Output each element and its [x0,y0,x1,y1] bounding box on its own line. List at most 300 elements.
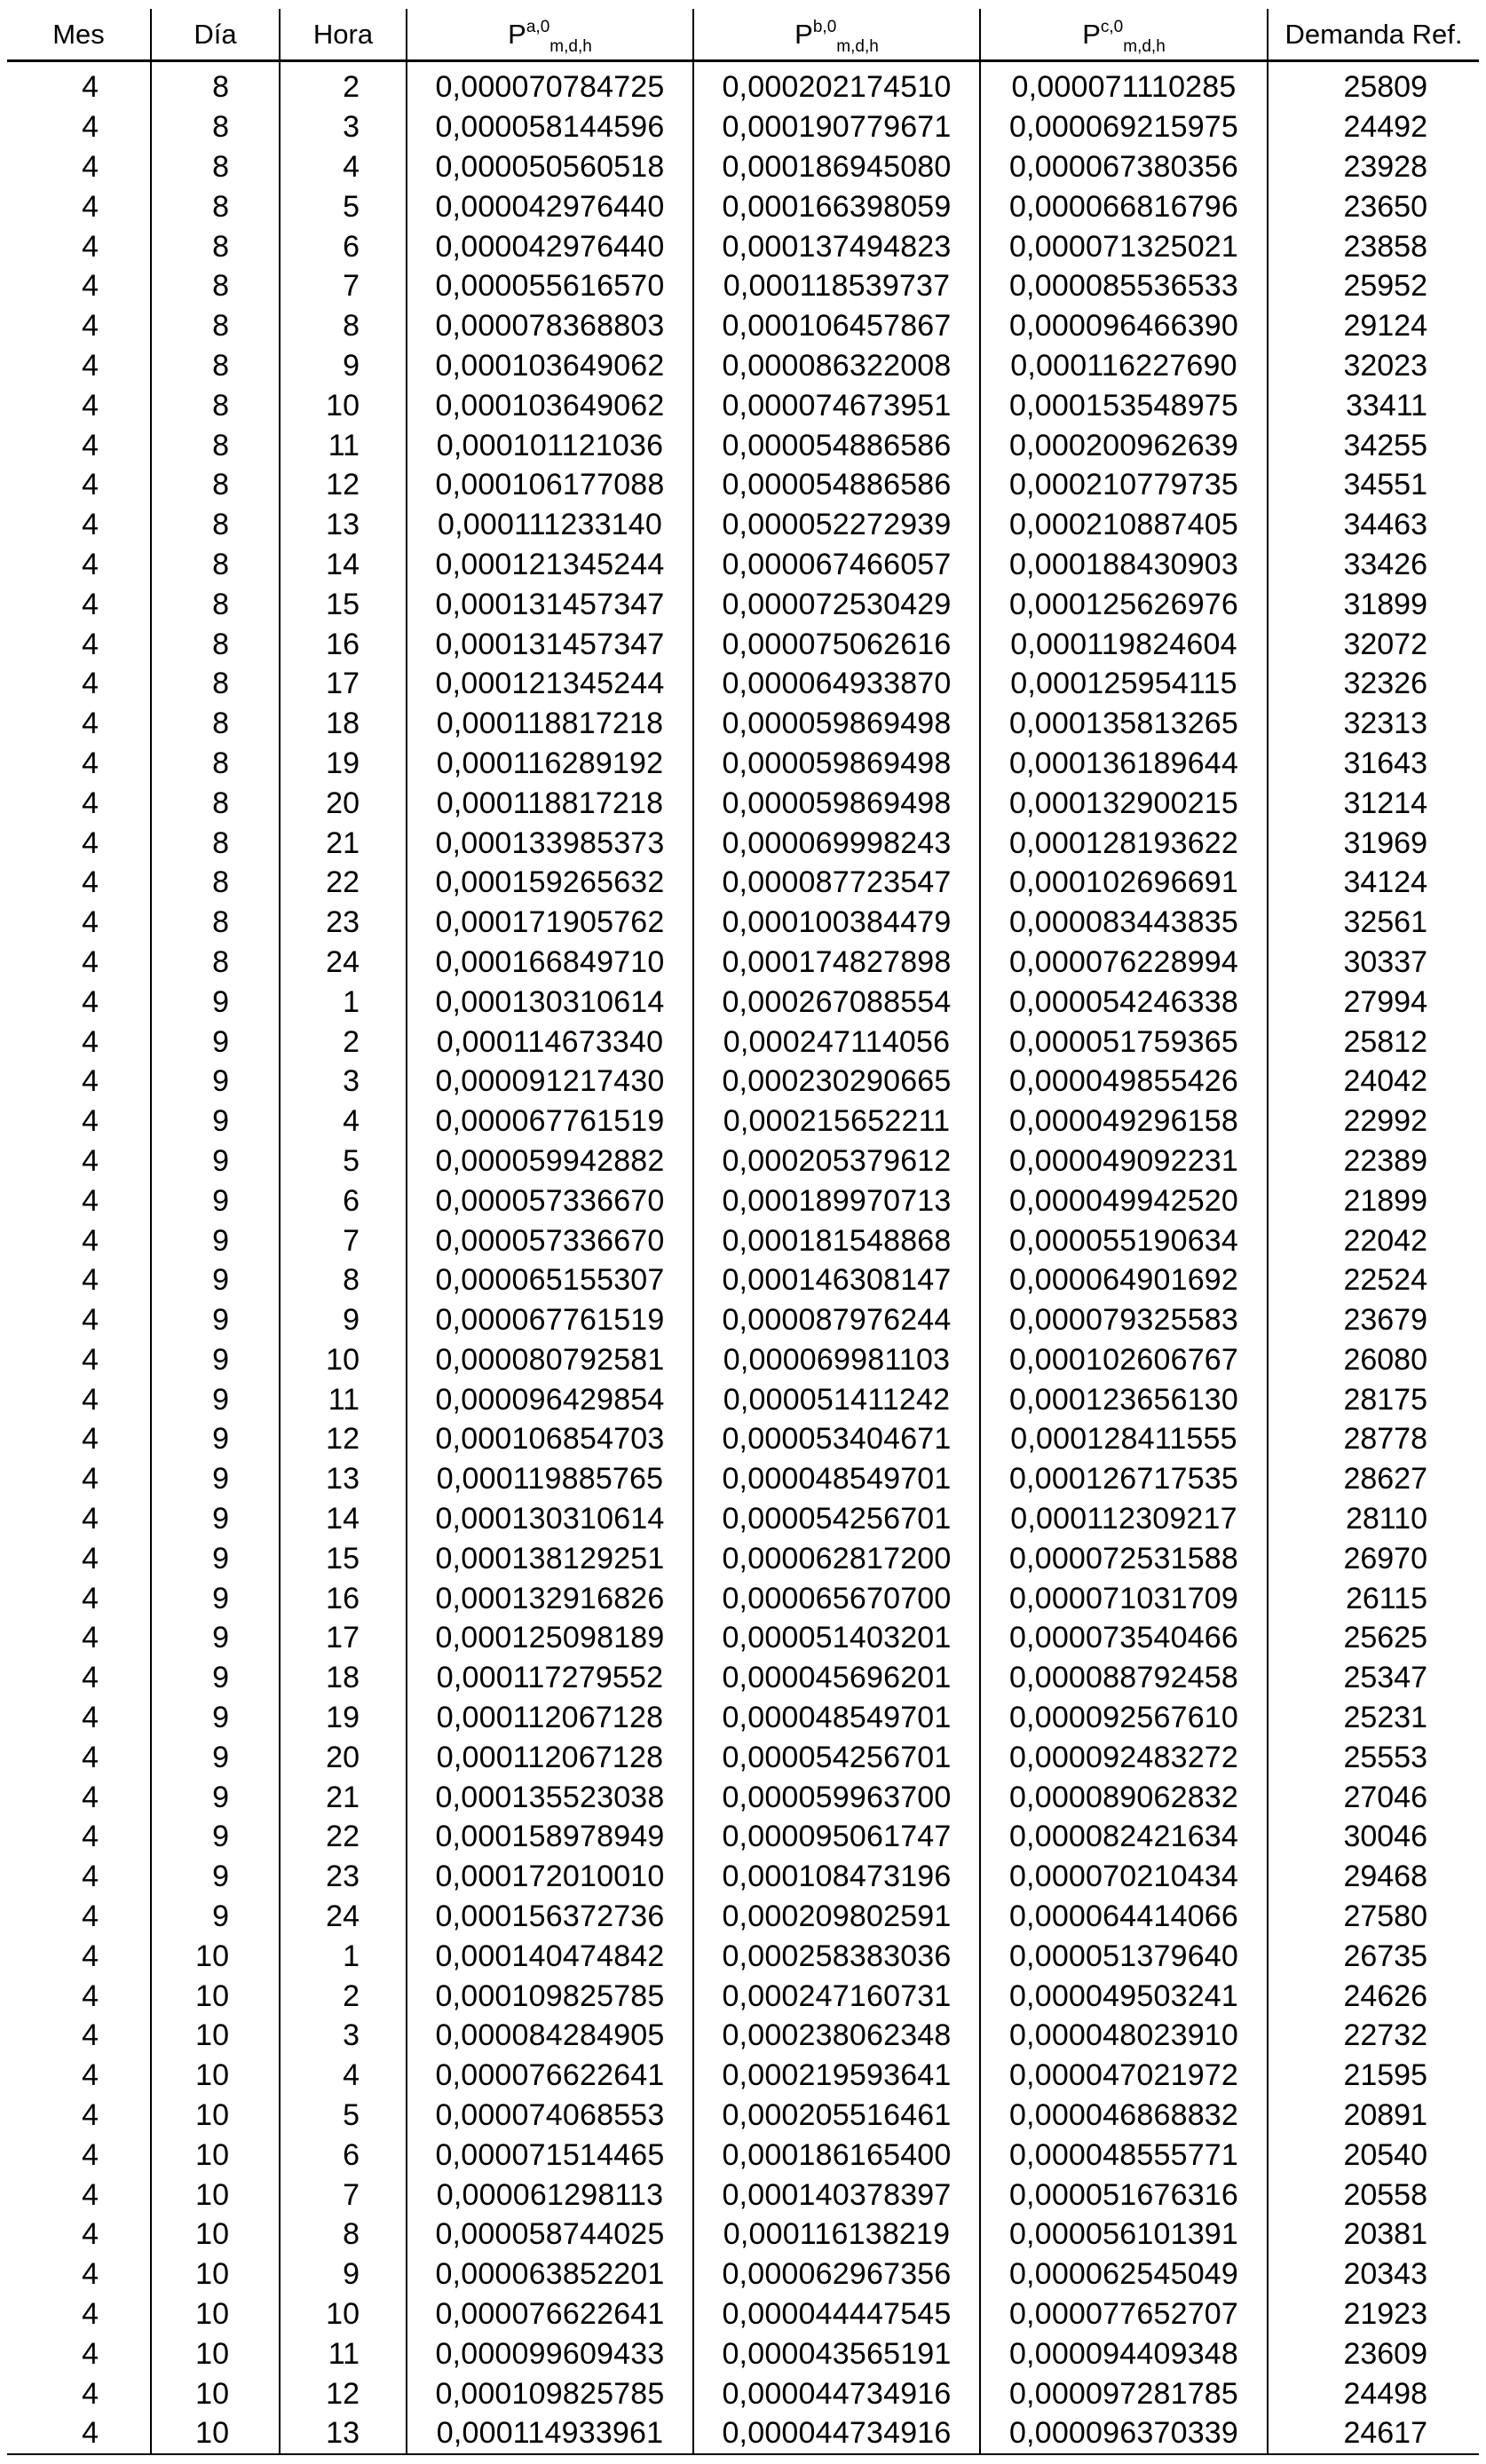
cell-hora: 14 [280,1499,407,1539]
cell-dia: 8 [151,306,280,346]
cell-hora: 12 [280,1419,407,1459]
cell-demanda: 22389 [1343,1143,1427,1178]
cell-pc: 0,000048023910 [980,2016,1268,2056]
cell-dia: 8 [151,425,280,465]
table-row [7,1102,1479,1141]
cell-pb: 0,000059869498 [693,744,980,784]
cell-mes: 4 [7,2175,151,2215]
cell-demanda: 34124 [1343,865,1427,900]
table-row [7,1538,1479,1578]
cell-dia: 8 [151,903,280,943]
cell-pb: 0,000247114056 [693,1022,980,1062]
cell-dia: 8 [151,943,280,983]
cell-dia: 8 [151,624,280,664]
cell-demanda: 31899 [1343,587,1427,621]
cell-demanda: 32023 [1343,348,1427,383]
cell-pb: 0,000059963700 [693,1777,980,1817]
table-row [7,2096,1479,2136]
cell-mes: 4 [7,2215,151,2255]
cell-pc: 0,000077652707 [980,2294,1268,2334]
cell-demanda: 23650 [1343,189,1427,224]
cell-pc: 0,000083443835 [980,903,1268,943]
cell-mes: 4 [7,2334,151,2373]
cell-pb: 0,000051403201 [693,1618,980,1658]
cell-demanda: 26735 [1343,1939,1427,1973]
table-row [7,226,1479,266]
cell-mes: 4 [7,1857,151,1897]
cell-pb: 0,000059869498 [693,704,980,744]
cell-pb: 0,000205379612 [693,1141,980,1181]
table-row [7,147,1479,187]
cell-pa: 0,000121345244 [407,664,693,704]
cell-mes: 4 [7,226,151,266]
cell-mes: 4 [7,2096,151,2136]
cell-mes: 4 [7,186,151,226]
cell-pa: 0,000135523038 [407,1777,693,1817]
cell-pa: 0,000065155307 [407,1260,693,1300]
cell-pb: 0,000051411242 [693,1379,980,1419]
cell-mes: 4 [7,2255,151,2294]
cell-pb: 0,000247160731 [693,1976,980,2016]
cell-pb: 0,000137494823 [693,226,980,266]
table-row [7,624,1479,664]
table-row [7,1658,1479,1698]
cell-hora: 21 [280,1777,407,1817]
cell-mes: 4 [7,505,151,545]
cell-hora: 16 [280,624,407,664]
cell-pc: 0,000051379640 [980,1936,1268,1976]
table-row [7,186,1479,226]
cell-pc: 0,000082421634 [980,1817,1268,1857]
cell-pa: 0,000067761519 [407,1102,693,1141]
cell-pc: 0,000062545049 [980,2255,1268,2294]
cell-pb: 0,000181548868 [693,1220,980,1260]
cell-pc: 0,000116227690 [980,346,1268,386]
cell-pa: 0,000071514465 [407,2135,693,2175]
cell-pa: 0,000061298113 [407,2175,693,2215]
cell-hora: 12 [280,465,407,505]
cell-pa: 0,000131457347 [407,624,693,664]
cell-hora: 9 [280,1300,407,1340]
cell-pc: 0,000153548975 [980,385,1268,425]
cell-pb: 0,000140378397 [693,2175,980,2215]
cell-pa: 0,000057336670 [407,1181,693,1220]
cell-pb: 0,000219593641 [693,2056,980,2096]
cell-pc: 0,000125626976 [980,584,1268,624]
table-row [7,1340,1479,1380]
header-row [7,9,1479,61]
cell-pc: 0,000135813265 [980,704,1268,744]
cell-demanda: 25812 [1343,1024,1427,1059]
cell-mes: 4 [7,1022,151,1062]
cell-dia: 8 [151,107,280,147]
cell-mes: 4 [7,744,151,784]
cell-pa: 0,000042976440 [407,186,693,226]
table-row [7,1379,1479,1419]
cell-mes: 4 [7,624,151,664]
table-row [7,1737,1479,1777]
cell-pa: 0,000117279552 [407,1658,693,1698]
cell-dia: 8 [151,704,280,744]
table-row [7,982,1479,1022]
cell-pa: 0,000076622641 [407,2056,693,2096]
table-row [7,903,1479,943]
table-row [7,584,1479,624]
table-row [7,1499,1479,1539]
cell-pb: 0,000106457867 [693,306,980,346]
cell-pa: 0,000091217430 [407,1062,693,1102]
cell-demanda: 20343 [1343,2257,1427,2292]
cell-dia: 9 [151,1220,280,1260]
cell-pa: 0,000099609433 [407,2334,693,2373]
cell-pc: 0,000096370339 [980,2413,1268,2454]
cell-pa: 0,000058144596 [407,107,693,147]
cell-pb: 0,000062967356 [693,2255,980,2294]
cell-mes: 4 [7,1102,151,1141]
cell-pc: 0,000069215975 [980,107,1268,147]
cell-pa: 0,000118817218 [407,704,693,744]
cell-pc: 0,000128411555 [980,1419,1268,1459]
cell-demanda: 28175 [1343,1382,1427,1417]
cell-pa: 0,000130310614 [407,982,693,1022]
cell-hora: 12 [280,2373,407,2413]
cell-pa: 0,000050560518 [407,147,693,187]
cell-hora: 17 [280,1618,407,1658]
header-pa-sub: m,d,h [549,37,592,56]
cell-mes: 4 [7,1300,151,1340]
cell-demanda: 24042 [1343,1064,1427,1099]
cell-hora: 7 [280,266,407,306]
cell-pb: 0,000108473196 [693,1857,980,1897]
cell-demanda: 27046 [1343,1780,1427,1814]
cell-pb: 0,000044734916 [693,2373,980,2413]
cell-pb: 0,000116138219 [693,2215,980,2255]
cell-demanda: 25809 [1343,70,1427,105]
table-row [7,1419,1479,1459]
cell-hora: 2 [280,1022,407,1062]
table-row [7,1698,1479,1738]
cell-demanda: 28627 [1343,1462,1427,1497]
cell-pa: 0,000042976440 [407,226,693,266]
cell-pc: 0,000126717535 [980,1459,1268,1499]
cell-pa: 0,000158978949 [407,1817,693,1857]
cell-pc: 0,000076228994 [980,943,1268,983]
cell-mes: 4 [7,783,151,823]
table-row [7,943,1479,983]
table-row [7,1300,1479,1340]
cell-dia: 8 [151,863,280,903]
cell-pb: 0,000186165400 [693,2135,980,2175]
table-row [7,306,1479,346]
cell-dia: 9 [151,1897,280,1937]
cell-demanda: 23858 [1343,229,1427,264]
cell-pb: 0,000174827898 [693,943,980,983]
cell-mes: 4 [7,425,151,465]
cell-pb: 0,000146308147 [693,1260,980,1300]
cell-pc: 0,000125954115 [980,664,1268,704]
cell-pb: 0,000062817200 [693,1538,980,1578]
cell-mes: 4 [7,903,151,943]
cell-demanda: 25952 [1343,269,1427,304]
cell-pa: 0,000080792581 [407,1340,693,1380]
cell-pc: 0,000132900215 [980,783,1268,823]
table-row [7,2294,1479,2334]
cell-hora: 8 [280,306,407,346]
cell-dia: 10 [151,2413,280,2454]
cell-pa: 0,000131457347 [407,584,693,624]
cell-pb: 0,000202174510 [693,61,980,107]
cell-dia: 9 [151,1379,280,1419]
cell-hora: 19 [280,744,407,784]
cell-dia: 9 [151,1578,280,1618]
cell-dia: 9 [151,1141,280,1181]
cell-dia: 10 [151,2056,280,2096]
cell-hora: 10 [280,1340,407,1380]
cell-pa: 0,000096429854 [407,1379,693,1419]
cell-pb: 0,000043565191 [693,2334,980,2373]
cell-demanda: 32561 [1343,905,1427,940]
cell-pb: 0,000209802591 [693,1897,980,1937]
cell-demanda: 31969 [1343,825,1427,860]
table-row [7,266,1479,306]
cell-hora: 5 [280,186,407,226]
table-row [7,385,1479,425]
cell-dia: 9 [151,1499,280,1539]
cell-hora: 19 [280,1698,407,1738]
cell-pa: 0,000130310614 [407,1499,693,1539]
cell-pa: 0,000116289192 [407,744,693,784]
table-row [7,2334,1479,2373]
cell-pc: 0,000119824604 [980,624,1268,664]
cell-demanda: 23679 [1343,1303,1427,1338]
cell-pc: 0,000049855426 [980,1062,1268,1102]
cell-mes: 4 [7,1658,151,1698]
cell-mes: 4 [7,1181,151,1220]
table-row [7,744,1479,784]
cell-dia: 8 [151,545,280,585]
cell-pb: 0,000190779671 [693,107,980,147]
cell-hora: 18 [280,1658,407,1698]
cell-pb: 0,000054886586 [693,465,980,505]
table-row [7,664,1479,704]
cell-pc: 0,000092567610 [980,1698,1268,1738]
cell-dia: 8 [151,346,280,386]
cell-hora: 11 [280,2334,407,2373]
cell-pb: 0,000215652211 [693,1102,980,1141]
cell-pa: 0,000106854703 [407,1419,693,1459]
table-row [7,1817,1479,1857]
cell-hora: 21 [280,823,407,863]
cell-pc: 0,000051759365 [980,1022,1268,1062]
cell-demanda: 32326 [1343,667,1427,701]
cell-hora: 7 [280,1220,407,1260]
cell-hora: 4 [280,1102,407,1141]
cell-demanda: 24626 [1343,1978,1427,2013]
cell-mes: 4 [7,1220,151,1260]
cell-demanda: 28110 [1345,1502,1427,1536]
cell-pb: 0,000044447545 [693,2294,980,2334]
cell-pb: 0,000048549701 [693,1698,980,1738]
cell-dia: 9 [151,1658,280,1698]
cell-pa: 0,000074068553 [407,2096,693,2136]
cell-hora: 4 [280,147,407,187]
cell-demanda: 20891 [1343,2098,1427,2133]
table-row [7,1181,1479,1220]
cell-hora: 20 [280,783,407,823]
cell-pc: 0,000210887405 [980,505,1268,545]
cell-pa: 0,000138129251 [407,1538,693,1578]
cell-demanda: 26970 [1343,1541,1427,1576]
cell-dia: 10 [151,2175,280,2215]
cell-demanda: 24617 [1268,2413,1479,2454]
table-row [7,1618,1479,1658]
cell-pc: 0,000096466390 [980,306,1268,346]
cell-hora: 3 [280,107,407,147]
cell-pa: 0,000132916826 [407,1578,693,1618]
cell-dia: 9 [151,1857,280,1897]
cell-pc: 0,000049503241 [980,1976,1268,2016]
cell-pa: 0,000114673340 [407,1022,693,1062]
cell-pc: 0,000070210434 [980,1857,1268,1897]
cell-pb: 0,000052272939 [693,505,980,545]
cell-hora: 4 [280,2056,407,2096]
cell-hora: 11 [280,425,407,465]
cell-hora: 2 [280,1976,407,2016]
cell-hora: 13 [280,505,407,545]
cell-pa: 0,000114933961 [407,2413,693,2454]
cell-mes: 4 [7,1777,151,1817]
cell-dia: 9 [151,982,280,1022]
cell-pb: 0,000069998243 [693,823,980,863]
cell-dia: 10 [151,2373,280,2413]
cell-dia: 10 [151,2135,280,2175]
cell-hora: 8 [280,1260,407,1300]
cell-hora: 10 [280,2294,407,2334]
cell-pc: 0,000056101391 [980,2215,1268,2255]
header-pc [980,9,1268,61]
cell-dia: 9 [151,1538,280,1578]
cell-pb: 0,000067466057 [693,545,980,585]
table-row [7,545,1479,585]
cell-pb: 0,000044734916 [693,2413,980,2454]
table-row [7,704,1479,744]
cell-dia: 9 [151,1419,280,1459]
cell-pc: 0,000064901692 [980,1260,1268,1300]
cell-mes: 4 [7,266,151,306]
cell-pc: 0,000123656130 [980,1379,1268,1419]
cell-dia: 9 [151,1459,280,1499]
cell-pb: 0,000095061747 [693,1817,980,1857]
table-row [7,1857,1479,1897]
table-row [7,107,1479,147]
cell-mes: 4 [7,943,151,983]
cell-pc: 0,000188430903 [980,545,1268,585]
cell-pa: 0,000140474842 [407,1936,693,1976]
cell-demanda: 29124 [1343,309,1427,344]
cell-pa: 0,000084284905 [407,2016,693,2056]
cell-pb: 0,000045696201 [693,1658,980,1698]
cell-pa: 0,000125098189 [407,1618,693,1658]
cell-mes: 4 [7,1936,151,1976]
header-pc-sup: c,0 [1100,18,1124,36]
cell-pc: 0,000071325021 [980,226,1268,266]
cell-pc: 0,000049092231 [980,1141,1268,1181]
cell-pb: 0,000186945080 [693,147,980,187]
header-pb-sup: b,0 [812,18,837,36]
cell-hora: 9 [280,346,407,386]
cell-hora: 6 [280,226,407,266]
cell-dia: 9 [151,1260,280,1300]
cell-dia: 8 [151,584,280,624]
cell-hora: 10 [280,385,407,425]
cell-mes: 4 [7,147,151,187]
cell-demanda: 24492 [1343,110,1427,145]
cell-mes: 4 [7,2056,151,2096]
cell-mes: 4 [7,1618,151,1658]
cell-pa: 0,000119885765 [407,1459,693,1499]
cell-pb: 0,000072530429 [693,584,980,624]
header-demanda: Demanda Ref. [1268,9,1479,61]
cell-demanda: 32072 [1343,627,1427,661]
cell-mes: 4 [7,346,151,386]
cell-pa: 0,000171905762 [407,903,693,943]
cell-pa: 0,000133985373 [407,823,693,863]
cell-pc: 0,000112309217 [980,1499,1268,1539]
cell-demanda: 28778 [1343,1422,1427,1457]
cell-pb: 0,000238062348 [693,2016,980,2056]
cell-hora: 15 [280,584,407,624]
table-row [7,1976,1479,2016]
cell-dia: 8 [151,505,280,545]
cell-mes: 4 [7,1062,151,1102]
cell-dia: 10 [151,1936,280,1976]
cell-demanda: 33411 [1345,388,1427,423]
header-dia: Día [151,9,280,61]
cell-pa: 0,000067761519 [407,1300,693,1340]
header-pc-sub: m,d,h [1123,37,1166,56]
table-row [7,2373,1479,2413]
cell-pc: 0,000085536533 [980,266,1268,306]
cell-demanda: 20381 [1343,2217,1427,2252]
cell-pc: 0,000049942520 [980,1181,1268,1220]
cell-hora: 3 [280,1062,407,1102]
cell-pc: 0,000094409348 [980,2334,1268,2373]
table-row [7,425,1479,465]
cell-pc: 0,000067380356 [980,147,1268,187]
cell-hora: 6 [280,2135,407,2175]
cell-pb: 0,000086322008 [693,346,980,386]
cell-dia: 10 [151,2294,280,2334]
cell-pc: 0,000079325583 [980,1300,1268,1340]
cell-pb: 0,000069981103 [693,1340,980,1380]
cell-pc: 0,000102696691 [980,863,1268,903]
cell-demanda: 24498 [1343,2376,1427,2411]
cell-pb: 0,000100384479 [693,903,980,943]
cell-pa: 0,000076622641 [407,2294,693,2334]
cell-hora: 23 [280,1857,407,1897]
table-row [7,2016,1479,2056]
cell-hora: 24 [280,943,407,983]
table-row [7,2056,1479,2096]
cell-pb: 0,000053404671 [693,1419,980,1459]
cell-pb: 0,000064933870 [693,664,980,704]
cell-pc: 0,000051676316 [980,2175,1268,2215]
table-row [7,346,1479,386]
table-row [7,2135,1479,2175]
cell-demanda: 26115 [1345,1581,1427,1615]
cell-pc: 0,000136189644 [980,744,1268,784]
cell-demanda: 30337 [1343,944,1427,979]
